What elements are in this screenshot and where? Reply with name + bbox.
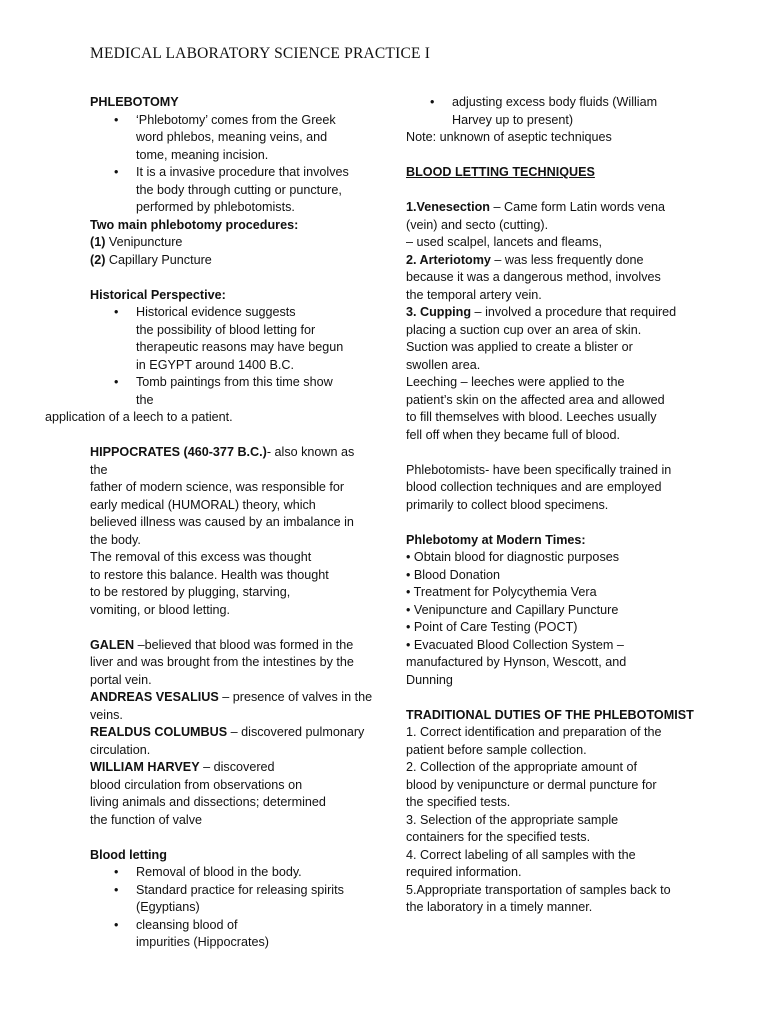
duty-item: 4. Correct labeling of all samples with the required information. xyxy=(406,847,636,879)
modern-item: • Venipuncture and Capillary Puncture xyxy=(406,602,619,617)
phlebotomy-bullet: • ‘Phlebotomy’ comes from the Greek word phlebos, meaning veins, and tome, meaning incision. xyxy=(90,112,375,165)
historical-bullet-list xyxy=(90,304,375,409)
phlebotomy-bullet-list xyxy=(90,112,375,217)
duty-item: 2. Collection of the appropriate amount of blood by venipuncture or dermal puncture for the specified tests. xyxy=(406,760,657,809)
bloodletting-bullet: • Removal of blood in the body. xyxy=(90,864,375,882)
hippocrates-name: HIPPOCRATES (460-377 B.C.) xyxy=(90,445,267,459)
bloodletting-bullet: • cleansing blood of impurities (Hippocrates) xyxy=(90,917,375,952)
galen-name: GALEN xyxy=(90,637,135,652)
modern-heading: Phlebotomy at Modern Times: xyxy=(406,532,586,547)
procedure-number: (2) xyxy=(90,252,106,267)
harvey-text: – discovered blood circulation from observations on living animals and dissections; determined the function of valve xyxy=(90,760,326,827)
document-title: MEDICAL LABORATORY SCIENCE PRACTICE I xyxy=(90,45,431,62)
modern-item: • Point of Care Testing (POCT) xyxy=(406,620,578,634)
modern-item: • Treatment for Polycythemia Vera xyxy=(406,585,597,599)
procedure-number: (1) xyxy=(90,235,106,249)
modern-item: • Obtain blood for diagnostic purposes xyxy=(406,550,620,564)
historical-heading: Historical Perspective: xyxy=(90,287,226,302)
procedure-item-2 xyxy=(90,252,375,270)
procedure-label: Capillary Puncture xyxy=(105,252,212,267)
venesection-name: 1.Venesection xyxy=(406,200,490,214)
bloodletting-heading: Blood letting xyxy=(90,847,167,862)
cupping-name: 3. Cupping xyxy=(406,305,472,319)
bloodletting-bullet-list xyxy=(90,864,375,952)
phlebotomy-bullet: • It is a invasive procedure that involves the body through cutting or puncture, performed by phlebotomists. xyxy=(90,164,375,217)
top-bullet-list xyxy=(406,94,696,129)
duty-item: 5.Appropriate transportation of samples back to the laboratory in a timely manner. xyxy=(406,882,671,914)
harvey-paragraph xyxy=(90,759,375,829)
modern-item: • Evacuated Blood Collection System – manufactured by Hynson, Wescott, and Dunning xyxy=(406,637,627,687)
vesalius-paragraph xyxy=(90,689,375,724)
columbus-paragraph xyxy=(90,724,375,759)
historical-bullet: • Tomb paintings from this time show the xyxy=(90,374,375,409)
procedure-item-1 xyxy=(90,234,375,252)
phlebotomists-paragraph: Phlebotomists- have been specifically trained in blood collection techniques and are employed primarily to collect blood specimens. xyxy=(406,462,672,512)
modern-item: • Blood Donation xyxy=(406,567,501,582)
procedure-label: Venipuncture xyxy=(105,235,183,249)
duties-heading: TRADITIONAL DUTIES OF THE PHLEBOTOMIST xyxy=(406,707,694,722)
fluids-bullet: • adjusting excess body fluids (William Harvey up to present) xyxy=(406,94,696,129)
hippocrates-text: - also known as the father of modern science, was responsible for early medical (HUMORAL) theory, which believed illness was caused by an imbalance in the body. The removal of this excess was thought to restore this balance. Health was thought to be restored by plugging, starving, vomiting, or blood letting. xyxy=(90,445,355,617)
galen-paragraph xyxy=(90,637,375,690)
harvey-name: WILLIAM HARVEY xyxy=(90,760,200,774)
duty-item: 1. Correct identification and preparation of the patient before sample collection. xyxy=(406,725,662,757)
left-column xyxy=(45,94,375,952)
vesalius-text: – presence of valves in the veins. xyxy=(90,690,373,722)
right-column xyxy=(406,94,696,917)
bloodletting-bullet: • Standard practice for releasing spirits (Egyptians) xyxy=(90,882,375,917)
duty-item: 3. Selection of the appropriate sample containers for the specified tests. xyxy=(406,812,619,844)
cupping-text: – involved a procedure that required placing a suction cup over an area of skin. Suction was applied to create a blister or swollen area. xyxy=(406,305,677,372)
leeching-paragraph: Leeching – leeches were applied to the patient’s skin on the affected area and allowed to fill themselves with blood. Leeches usually fell off when they became full of blood. xyxy=(406,375,665,442)
cupping-paragraph xyxy=(406,304,696,374)
procedures-heading: Two main phlebotomy procedures: xyxy=(90,217,299,232)
venesection-paragraph xyxy=(406,199,696,252)
hippocrates-paragraph xyxy=(90,444,375,619)
arteriotomy-name: 2. Arteriotomy xyxy=(406,252,491,267)
vesalius-name: ANDREAS VESALIUS xyxy=(90,690,219,704)
arteriotomy-paragraph xyxy=(406,252,696,305)
columbus-name: REALDUS COLUMBUS xyxy=(90,725,228,739)
arteriotomy-text: – was less frequently done because it was a dangerous method, involves the temporal artery vein. xyxy=(406,252,661,302)
aseptic-note: Note: unknown of aseptic techniques xyxy=(406,130,612,144)
columbus-text: – discovered pulmonary circulation. xyxy=(90,725,365,757)
phlebotomy-heading: PHLEBOTOMY xyxy=(90,95,179,109)
historical-bullet: • Historical evidence suggests the possibility of blood letting for therapeutic reasons may have begun in EGYPT around 1400 B.C. xyxy=(90,304,375,374)
venesection-text: – Came form Latin words vena (vein) and secto (cutting). – used scalpel, lancets and fleams, xyxy=(406,200,665,249)
historical-continuation: application of a leech to a patient. xyxy=(45,410,233,424)
techniques-heading: BLOOD LETTING TECHNIQUES xyxy=(406,165,595,179)
galen-text: –believed that blood was formed in the liver and was brought from the intestines by the portal vein. xyxy=(90,637,354,687)
